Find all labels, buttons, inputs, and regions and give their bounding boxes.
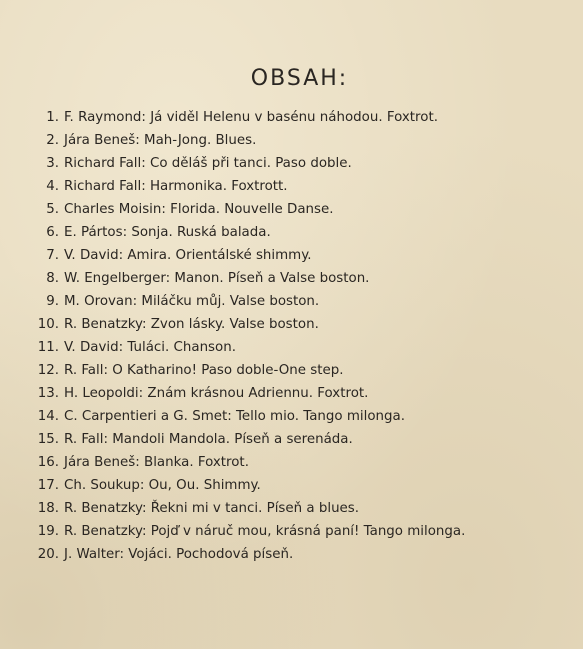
entry-number: 19. (37, 524, 59, 539)
entry-number: 3. (46, 156, 59, 171)
entry-number: 15. (37, 432, 59, 447)
entry-text: M. Orovan: Miláčku můj. Valse boston. (64, 294, 320, 309)
entry-text: R. Fall: O Katharino! Paso doble-One step. (64, 363, 344, 378)
toc-entry (26, 497, 571, 520)
entry-number: 13. (37, 386, 59, 401)
entry-number: 10. (37, 317, 59, 332)
toc-entry (26, 520, 571, 543)
toc-entry (26, 129, 571, 152)
entry-number: 6. (46, 225, 59, 240)
entry-number: 2. (46, 133, 59, 148)
toc-entry (26, 221, 571, 244)
entry-number: 1. (46, 110, 59, 125)
entry-number: 8. (46, 271, 59, 286)
toc-entry (26, 267, 571, 290)
entry-text: Richard Fall: Harmonika. Foxtrott. (64, 179, 288, 194)
toc-entry (26, 313, 571, 336)
entry-text: E. Pártos: Sonja. Ruská balada. (64, 225, 271, 240)
toc-entry (26, 359, 571, 382)
toc-entry (26, 405, 571, 428)
toc-entry (26, 175, 571, 198)
entry-text: V. David: Tuláci. Chanson. (64, 340, 236, 355)
toc-entry (26, 290, 571, 313)
entry-number: 20. (37, 547, 59, 562)
toc-entry (26, 152, 571, 175)
entry-text: Jára Beneš: Blanka. Foxtrot. (64, 455, 249, 470)
toc-entry (26, 336, 571, 359)
entry-number: 4. (46, 179, 59, 194)
entry-text: R. Benatzky: Zvon lásky. Valse boston. (64, 317, 319, 332)
toc-entry (26, 474, 571, 497)
toc-entry (26, 428, 571, 451)
entry-number: 16. (37, 455, 59, 470)
entry-number: 14. (37, 409, 59, 424)
entry-number: 18. (37, 501, 59, 516)
entry-text: Jára Beneš: Mah-Jong. Blues. (64, 133, 257, 148)
entry-number: 5. (46, 202, 59, 217)
toc-entry (26, 244, 571, 267)
toc-entry (26, 382, 571, 405)
page-title: OBSAH: (250, 66, 349, 91)
entry-text: V. David: Amira. Orientálské shimmy. (64, 248, 312, 263)
entry-text: W. Engelberger: Manon. Píseň a Valse boston. (64, 271, 370, 286)
entry-text: C. Carpentieri a G. Smet: Tello mio. Tango milonga. (64, 409, 405, 424)
toc-entry (26, 451, 571, 474)
entry-text: Charles Moisin: Florida. Nouvelle Danse. (64, 202, 334, 217)
entry-text: J. Walter: Vojáci. Pochodová píseň. (64, 547, 294, 562)
table-of-contents (26, 106, 571, 566)
entry-text: H. Leopoldi: Znám krásnou Adriennu. Foxtrot. (64, 386, 369, 401)
entry-text: R. Benatzky: Pojď v náruč mou, krásná paní! Tango milonga. (64, 524, 466, 539)
entry-number: 11. (37, 340, 59, 355)
entry-number: 7. (46, 248, 59, 263)
toc-entry (26, 543, 571, 566)
entry-number: 12. (37, 363, 59, 378)
toc-entry (26, 198, 571, 221)
entry-text: Ch. Soukup: Ou, Ou. Shimmy. (64, 478, 261, 493)
toc-entry (26, 106, 571, 129)
entry-text: R. Benatzky: Řekni mi v tanci. Píseň a blues. (64, 501, 360, 516)
entry-text: Richard Fall: Co děláš při tanci. Paso doble. (64, 156, 352, 171)
entry-number: 17. (37, 478, 59, 493)
entry-text: R. Fall: Mandoli Mandola. Píseň a serenáda. (64, 432, 353, 447)
entry-number: 9. (46, 294, 59, 309)
entry-text: F. Raymond: Já viděl Helenu v basénu náhodou. Foxtrot. (64, 110, 438, 125)
